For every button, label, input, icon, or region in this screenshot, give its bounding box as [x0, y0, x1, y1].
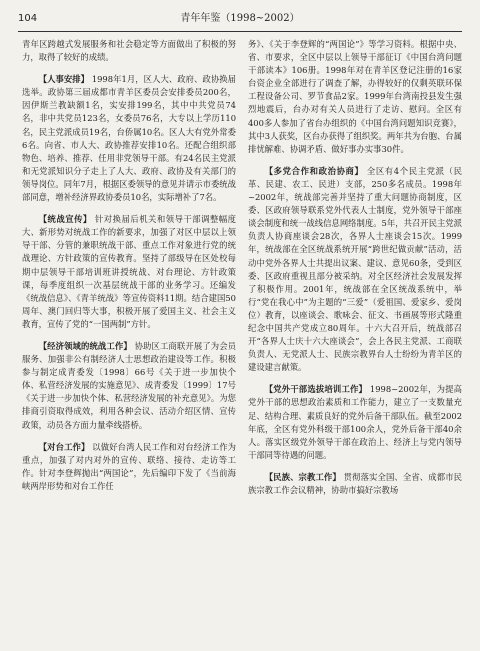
section-heading: 【党外干部选拔培训工作】 [264, 384, 368, 395]
paragraph [22, 213, 236, 331]
paragraph-text: 全区有4个民主党派（民革、民建、农工、民进）支部，250多名成员。1998年~2002年，统战部完善并坚持了重大问题协商制度，区委、区政府领导联系党外代表人士制度，党外领导干部座谈会制度和统一战线信息网络制度。5年，共召开民主党派负责人协商座谈会28次，各界人士座谈会15次。1999年，统战部在全区统战系统开展“跨世纪做贡献”活动，活动中党外各界人士共提出议案、建议、意见60条，受到区委、区政府重视且部分被采纳。对全区经济社会发展发挥了积极作用。2001年，统战部在全区统战系统中，举行“党在我心中”为主题的“三爱”（爱祖国、爱家乡、爱岗位）教育，以座谈会、歌咏会、征文、书画展等形式隆重纪念中国共产党成立80周年。十六大召开后，统战部召开“各界人士庆十六大座谈会”，会上各民主党派、工商联负责人、无党派人士、民族宗教界台人士纷纷为青羊区的建设建言献策。 [248, 165, 462, 373]
section-heading: 【对台工作】 [38, 441, 90, 452]
paragraph [248, 471, 462, 497]
section-heading: 【经济领域的统战工作】 [38, 340, 132, 351]
section-heading: 【多党合作和政治协商】 [264, 165, 364, 176]
paragraph [248, 38, 462, 156]
running-title: 青年年鉴（1998~2002） [180, 13, 300, 24]
paragraph-text: 务》、《关于李登辉的“两国论”》等学习资料。根据中央、省、市要求，全区中层以上领导干部征订《中国台湾问题干部读本》106册。1998年对在青羊区登记注册的16家台资企业全部进行了调查了解，办得较好的仅剩英联环保工程设备公司、罗节食品2家。1999年台湾南投县发生强烈地震后，台办对有关人员进行了走访、慰问。全区有400多人参加了省台办组织的《中国台湾问题知识竞赛》，其中3人获奖，区台办获得了组织奖。两年共为台胞、台属排忧解难、协调矛盾、做好事办实事30件。 [248, 39, 462, 154]
paragraph [22, 73, 236, 204]
paragraph-text: 协助区工商联开展了为会员服务、加强非公有制经济人士思想政治建设等工作。积极参与制定成青委发〔1998〕66号《关于进一步加快个体、私营经济发展的实施意见》、成青委发〔1999〕17号《关于进一步加快个体、私营经济发展的补充意见》。为您排商引资取得成效，利用各种会议、活动介绍区情、宣传政策，动员各方面力量牵线搭桥。 [22, 340, 236, 430]
paragraph-text: 贯彻落实全国、全省、成都市民族宗教工作会议精神，协助市搞好宗教场 [248, 471, 462, 495]
section-heading: 【统战宣传】 [38, 214, 92, 225]
left-column [22, 38, 236, 644]
paragraph-text: 针对换届后机关和领导干部调整幅度大、新形势对统战工作的新要求，加强了对区中层以上领导干部、分管的兼职统战干部、重点工作对象进行党的统战理论、方针政策的宣传教育。坚持了部级导在区处校每期中层领导干部培训班讲授统战、对台理论、方针政策课，每季度组织一次基层统战干部的业务学习。还编发《统战信息》、《青羊统战》等宣传资料11期。结合建国50周年、澳门回归等大事，积极开展了爱国主义、社会主义教育，宣传了党的“一国两制”方针。 [22, 214, 236, 329]
paragraph-text: 青年区跨越式发展服务和社会稳定等方面做出了积极的努力，取得了较好的成绩。 [22, 39, 236, 63]
paragraph [248, 383, 462, 462]
header-rule [18, 31, 462, 32]
paragraph [248, 165, 462, 375]
paragraph [22, 38, 236, 64]
paragraph [22, 340, 236, 432]
right-column [248, 38, 462, 644]
paragraph [22, 441, 236, 493]
page-number: 104 [18, 13, 38, 24]
paragraph-text: 以做好台湾人民工作和对台经济工作为重点，加强了对内对外的宣传、联络、接待、走访等工作。针对李登辉抛出“两国论”，先后编印下发了《当前海峡两岸形势和对台工作任 [22, 441, 236, 491]
page-header [18, 10, 462, 28]
paragraph-text: 1998年1月，区人大、政府、政协换届选举。政协第三届成都市青羊区委员会安排委员200名，因伊斯兰教缺额1名，实安排199名，其中中共党员74名，非中共党员123名，女委员76名，大专以上学历110名，民主党派成员19名，台侨属10名。区人大有党外常委6名。向省、市人大、政协推荐安排10名。还配合组织部物色、培养、推荐、任用非党领导干部。有24名民主党派和无党派知识分子走上了人大、政府、政协及有关部门的领导岗位。同年7月，根据区委领导的意见并请示市委统战部同意，增补经济界政协委员10名，实际增补了7名。 [22, 74, 236, 203]
section-heading: 【民族、宗教工作】 [264, 471, 341, 482]
paragraph-text: 1998~2002年，为提高党外干部的思想政治素质和工作能力，建立了一支数量充足、结构合理、素质良好的党外后备干部队伍。截至2002年底，全区有党外科级干部100余人，党外后备干部40余人。落实区级党外领导干部在政治上、经济上与党内领导干部同等待遇的问题。 [248, 384, 462, 460]
section-heading: 【人事安排】 [38, 74, 90, 85]
